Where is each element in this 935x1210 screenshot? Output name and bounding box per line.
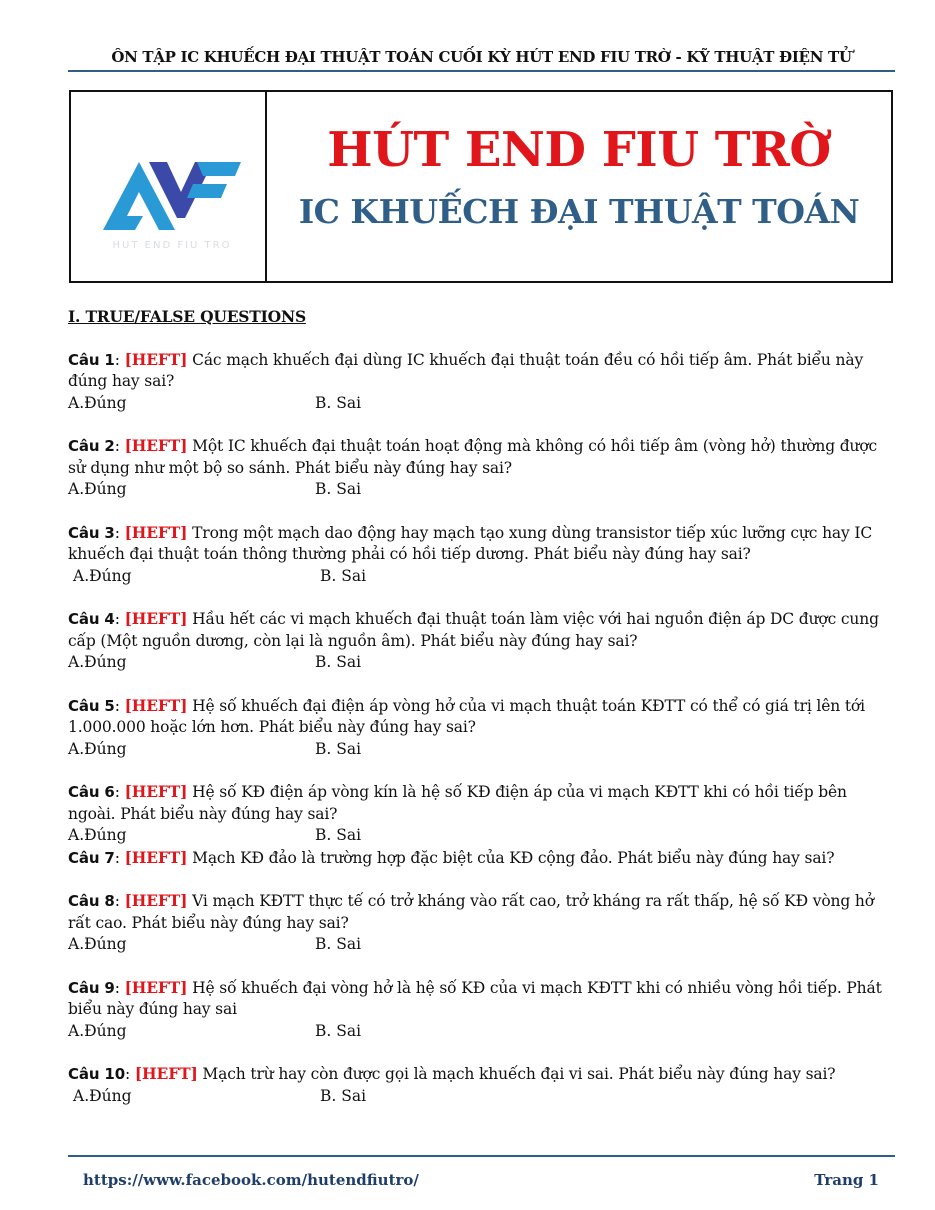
question-2: Câu 2: [HEFT] Một IC khuếch đại thuật toán hoạt động mà không có hồi tiếp âm (vòng hở) thường được sử dụng như một bộ so sánh. Phát biểu này đúng hay sai? A.Đúng B. Sai: [68, 435, 898, 501]
question-label: Câu 2: [68, 437, 115, 455]
page-header-title: ÔN TẬP IC KHUẾCH ĐẠI THUẬT TOÁN CUỐI KỲ HÚT END FIU TRỜ - KỸ THUẬT ĐIỆN TỬ: [111, 48, 852, 66]
logo-caption: HUT END FIU TRO: [112, 240, 232, 251]
question-label: Câu 1: [68, 350, 115, 369]
answer-a: A.Đúng: [73, 1086, 132, 1105]
question-text: Hệ số khuếch đại vòng hở là hệ số KĐ của vi mạch KĐTT khi có nhiều vòng hồi tiếp. Phát biểu này đúng hay sai: [68, 978, 882, 1018]
question-label: Câu 8: [68, 892, 115, 910]
question-label: Câu 6: [68, 783, 115, 801]
heft-tag: [HEFT]: [124, 695, 188, 715]
answer-b: B. Sai: [315, 393, 362, 412]
question-text: Mạch trừ hay còn được gọi là mạch khuếch đại vi sai. Phát biểu này đúng hay sai?: [197, 1065, 836, 1083]
logo-cell: [71, 92, 267, 281]
question-text: Hệ số khuếch đại điện áp vòng hở của vi mạch thuật toán KĐTT có thể có giá trị lên tới 1.000.000 hoặc lớn hơn. Phát biểu này đúng hay sai?: [68, 696, 865, 736]
answer-b: B. Sai: [320, 566, 367, 585]
heft-tag: [HEFT]: [124, 436, 188, 455]
question-1: Câu 1: [HEFT] Các mạch khuếch đại dùng IC khuếch đại thuật toán đều có hồi tiếp âm. Phát biểu này đúng hay sai? A.Đúng B. Sai: [68, 349, 898, 415]
answer-b: B. Sai: [320, 1086, 367, 1105]
banner-subtitle: IC KHUẾCH ĐẠI THUẬT TOÁN: [298, 192, 860, 231]
answer-b: B. Sai: [315, 739, 362, 758]
question-label: Câu 9: [68, 978, 115, 997]
question-text: Vi mạch KĐTT thực tế có trở kháng vào rất cao, trở kháng ra rất thấp, hệ số KĐ vòng hở rất cao. Phát biểu này đúng hay sai?: [68, 892, 874, 932]
answer-a: A.Đúng: [68, 826, 127, 844]
banner-title-cell: [267, 92, 891, 281]
answer-a: A.Đúng: [68, 739, 127, 758]
answer-b: B. Sai: [315, 826, 362, 844]
hef-logo-icon: [97, 158, 247, 253]
question-text: Mạch KĐ đảo là trường hợp đặc biệt của KĐ cộng đảo. Phát biểu này đúng hay sai?: [187, 848, 835, 867]
title-banner: [69, 90, 893, 283]
banner-title: HÚT END FIU TRỜ: [327, 122, 831, 178]
question-8: Câu 8: [HEFT] Vi mạch KĐTT thực tế có trở kháng vào rất cao, trở kháng ra rất thấp, hệ số KĐ vòng hở rất cao. Phát biểu này đúng hay sai? A.Đúng B. Sai: [68, 890, 898, 956]
question-9: Câu 9: [HEFT] Hệ số khuếch đại vòng hở là hệ số KĐ của vi mạch KĐTT khi có nhiều vòng hồi tiếp. Phát biểu này đúng hay sai A.Đúng B. Sai: [68, 977, 898, 1043]
heft-tag: [HEFT]: [124, 847, 188, 867]
question-4: Câu 4: [HEFT] Hầu hết các vi mạch khuếch đại thuật toán làm việc với hai nguồn điện áp DC được cung cấp (Một nguồn dương, còn lại là nguồn âm). Phát biểu này đúng hay sai? A.Đúng B. Sai: [68, 608, 898, 674]
section-title: I. TRUE/FALSE QUESTIONS: [68, 307, 306, 326]
question-6: Câu 6: [HEFT] Hệ số KĐ điện áp vòng kín là hệ số KĐ điện áp của vi mạch KĐTT khi có hồi tiếp bên ngoài. Phát biểu này đúng hay sai? A.Đúng B. Sai: [68, 781, 898, 847]
question-text: Hầu hết các vi mạch khuếch đại thuật toán làm việc với hai nguồn điện áp DC được cung cấp (Một nguồn dương, còn lại là nguồn âm). Phát biểu này đúng hay sai?: [68, 610, 879, 650]
question-3: Câu 3: [HEFT] Trong một mạch dao động hay mạch tạo xung dùng transistor tiếp xúc lưỡng cực hay IC khuếch đại thuật toán thông thường phải có hồi tiếp dương. Phát biểu này đúng hay sai? A.Đúng B. Sai: [68, 522, 898, 588]
question-7: Câu 7: [HEFT] Mạch KĐ đảo là trường hợp đặc biệt của KĐ cộng đảo. Phát biểu này đúng hay sai?: [68, 847, 835, 867]
document-content: [68, 306, 898, 1128]
question-text: Các mạch khuếch đại dùng IC khuếch đại thuật toán đều có hồi tiếp âm. Phát biểu này đúng hay sai?: [68, 350, 864, 390]
heft-tag: [HEFT]: [124, 977, 188, 997]
heft-tag: [HEFT]: [124, 522, 188, 542]
answer-a: A.Đúng: [68, 653, 127, 671]
footer-divider: [68, 1155, 895, 1157]
heft-tag: [HEFT]: [124, 782, 188, 801]
answer-b: B. Sai: [315, 1021, 362, 1040]
question-label: Câu 3: [68, 523, 115, 542]
header-divider: [68, 70, 895, 72]
question-10: Câu 10: [HEFT] Mạch trừ hay còn được gọi là mạch khuếch đại vi sai. Phát biểu này đúng hay sai? A.Đúng B. Sai: [68, 1063, 898, 1107]
answer-b: B. Sai: [315, 935, 362, 953]
question-text: Hệ số KĐ điện áp vòng kín là hệ số KĐ điện áp của vi mạch KĐTT khi có hồi tiếp bên ngoài. Phát biểu này đúng hay sai?: [68, 783, 847, 823]
heft-tag: [HEFT]: [124, 349, 188, 369]
question-label: Câu 5: [68, 696, 115, 715]
heft-tag: [HEFT]: [124, 609, 188, 628]
heft-tag: [HEFT]: [124, 891, 188, 910]
answer-a: A.Đúng: [68, 1021, 127, 1040]
answer-a: A.Đúng: [68, 393, 127, 412]
question-label: Câu 10: [68, 1065, 126, 1083]
question-label: Câu 4: [68, 610, 115, 628]
answer-a: A.Đúng: [68, 480, 127, 498]
question-text: Trong một mạch dao động hay mạch tạo xung dùng transistor tiếp xúc lưỡng cực hay IC khuếch đại thuật toán thông thường phải có hồi tiếp dương. Phát biểu này đúng hay sai?: [68, 523, 873, 563]
heft-tag: [HEFT]: [134, 1064, 198, 1083]
facebook-link[interactable]: https://www.facebook.com/hutendfiutro/: [83, 1171, 419, 1189]
question-5: Câu 5: [HEFT] Hệ số khuếch đại điện áp vòng hở của vi mạch thuật toán KĐTT có thể có giá trị lên tới 1.000.000 hoặc lớn hơn. Phát biểu này đúng hay sai? A.Đúng B. Sai: [68, 695, 898, 761]
answer-a: A.Đúng: [73, 566, 132, 585]
answer-b: B. Sai: [315, 480, 362, 498]
question-label: Câu 7: [68, 848, 115, 867]
answer-b: B. Sai: [315, 653, 362, 671]
question-text: Một IC khuếch đại thuật toán hoạt động mà không có hồi tiếp âm (vòng hở) thường được sử dụng như một bộ so sánh. Phát biểu này đúng hay sai?: [68, 437, 878, 477]
answer-a: A.Đúng: [68, 935, 127, 953]
page-number: Trang 1: [814, 1171, 879, 1189]
